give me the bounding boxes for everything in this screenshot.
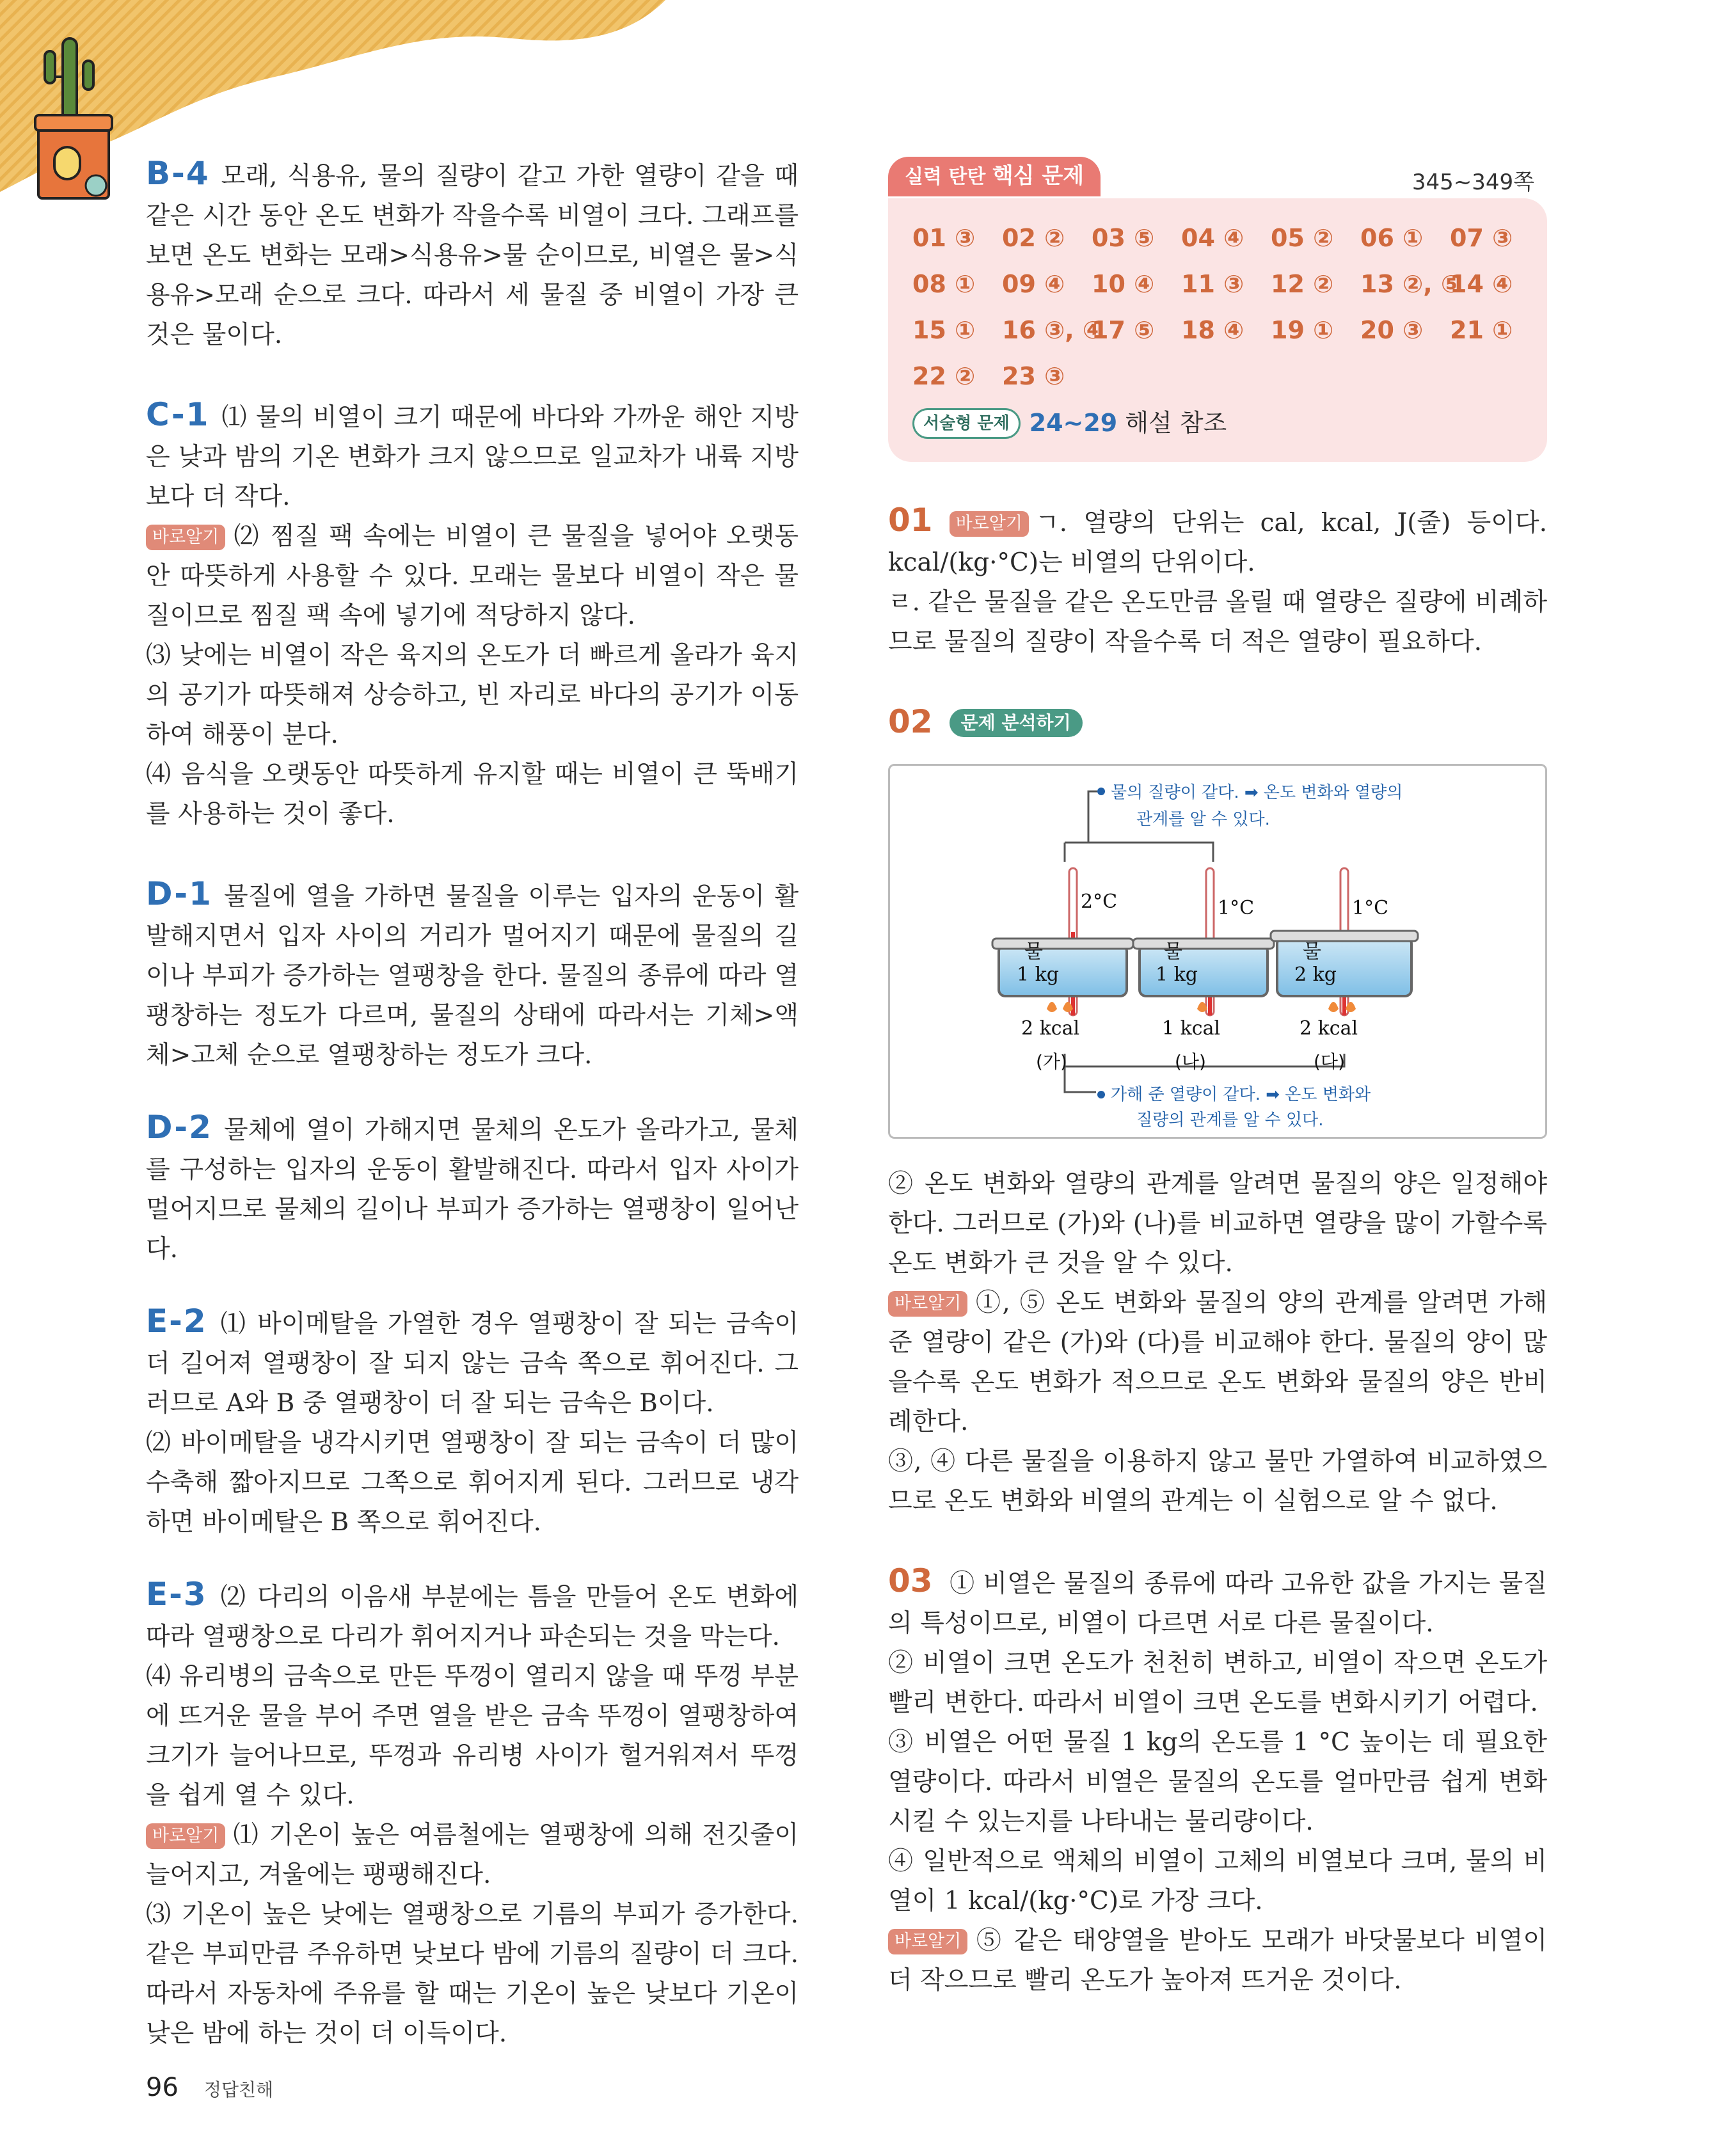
paragraph: ② 온도 변화와 열량의 관계를 알려면 물질의 양은 일정해야 한다. 그러므로 (가)와 (나)를 비교하면 열량을 많이 가할수록 온도 변화가 큰 것을 알 수 있다. <box>888 1169 1547 1278</box>
correction-tag: 바로알기 <box>950 511 1029 537</box>
left-column <box>146 154 799 2054</box>
e3-correction <box>146 1816 799 1895</box>
q03-correction <box>888 1921 1547 2001</box>
pot-label: (나) <box>1175 1051 1206 1072</box>
pot-mass: 2 kg <box>1294 963 1337 986</box>
answer-item: 19 ① <box>1271 316 1334 344</box>
answer-item: 14 ④ <box>1450 270 1513 298</box>
note-bottom-line1: 가해 준 열량이 같다. ➡ 온도 변화와 <box>1111 1085 1371 1104</box>
paragraph: ⑷ 음식을 오랫동안 따뜻하게 유지할 때는 비열이 큰 뚝배기를 사용하는 것이 좋다. <box>146 760 799 828</box>
q02-correction <box>888 1283 1547 1442</box>
answer-item: 11 ③ <box>1181 270 1244 298</box>
correction-tag: 바로알기 <box>888 1929 967 1954</box>
section-d2 <box>146 1107 799 1269</box>
answer-item: 04 ④ <box>1181 224 1244 252</box>
paragraph: ⑵ 바이메탈을 냉각시키면 열팽창이 잘 되는 금속이 더 많이 수축해 짧아지므로 그쪽으로 휘어지게 된다. 그러므로 냉각하면 바이메탈은 B 쪽으로 휘어진다. <box>146 1429 799 1537</box>
answer-item: 10 ④ <box>1092 270 1155 298</box>
note-bottom-line2: 질량의 관계를 알 수 있다. <box>1136 1111 1324 1130</box>
pot-temp: 2°C <box>1081 891 1118 913</box>
question-03 <box>888 1561 1547 1644</box>
answer-pages: 345~349쪽 <box>1411 170 1534 195</box>
page-footer <box>146 2073 273 2102</box>
question-number: 02 <box>888 703 933 740</box>
correction-tag: 바로알기 <box>146 1823 225 1849</box>
answer-item: 12 ② <box>1271 270 1334 298</box>
answer-item: 06 ① <box>1360 224 1424 252</box>
pot-substance: 물 <box>1303 940 1321 963</box>
pot-heat: 2 kcal <box>1021 1017 1080 1040</box>
section-label: D-1 <box>146 875 212 912</box>
answer-item: 02 ② <box>1002 224 1065 252</box>
paragraph: ⑶ 낮에는 비열이 작은 육지의 온도가 더 빠르게 올라가 육지의 공기가 따뜻해져 상승하고, 빈 자리로 바다의 공기가 이동하여 해풍이 분다. <box>146 641 799 749</box>
book-name: 정답친해 <box>203 2079 274 2100</box>
paragraph: ④ 일반적으로 액체의 비열이 고체의 비열보다 크며, 물의 비열이 1 kcal/(kg·°C)로 가장 크다. <box>888 1847 1547 1915</box>
answer-grid <box>912 215 1528 399</box>
pot-na <box>1133 868 1274 1072</box>
section-text: ⑴ 바이메탈을 가열한 경우 열팽창이 잘 되는 금속이 더 길어져 열팽창이 잘 되지 않는 금속 쪽으로 휘어진다. 그러므로 A와 B 중 열팽창이 더 잘 되는 금속은 B이다. <box>146 1310 799 1418</box>
paragraph: ⑶ 기온이 높은 낮에는 열팽창으로 기름의 부피가 증가한다. 같은 부피만큼 주유하면 낮보다 밤에 기름의 질량이 더 크다. 따라서 자동차에 주유를 할 때는 기온이 높은 낮보다 기온이 낮은 밤에 하는 것이 더 이득이다. <box>146 1900 799 2048</box>
answer-item: 18 ④ <box>1181 316 1244 344</box>
pot-label: (가) <box>1036 1051 1067 1072</box>
c1-correction <box>146 517 799 636</box>
right-column <box>888 154 1547 2001</box>
paragraph: ㄹ. 같은 물질을 같은 온도만큼 올릴 때 열량은 질량에 비례하므로 물질의 질량이 작을수록 더 적은 열량이 필요하다. <box>888 588 1547 656</box>
pot-substance: 물 <box>1024 940 1043 963</box>
note-top-line1: 물의 질량이 같다. ➡ 온도 변화와 열량의 <box>1111 783 1403 802</box>
answer-item: 20 ③ <box>1360 316 1424 344</box>
paragraph: ③, ④ 다른 물질을 이용하지 않고 물만 가열하여 비교하였으므로 온도 변화와 비열의 관계는 이 실험으로 알 수 없다. <box>888 1447 1547 1516</box>
answer-title-big: 핵심 문제 <box>992 163 1085 189</box>
answer-item: 08 ① <box>912 270 976 298</box>
paragraph: ㄱ. 열량의 단위는 cal, kcal, J(줄) 등이다. kcal/(kg·°C)는 비열의 단위이다. <box>888 509 1547 577</box>
paragraph: ③ 비열은 어떤 물질 1 kg의 온도를 1 °C 높이는 데 필요한 열량이다. 따라서 비열은 물질의 온도를 얼마만큼 쉽게 변화시킬 수 있는지를 나타내는 물리량이다. <box>888 1728 1547 1836</box>
answer-item: 01 ③ <box>912 224 976 252</box>
essay-range: 24~29 <box>1029 409 1118 437</box>
section-text: 물체에 열이 가해지면 물체의 온도가 올라가고, 물체를 구성하는 입자의 운동이 활발해진다. 따라서 입자 사이가 멀어지므로 물체의 길이나 부피가 증가하는 열팽창이 일어난다. <box>146 1116 799 1264</box>
answer-item: 03 ⑤ <box>1092 224 1155 252</box>
answer-item: 23 ③ <box>1002 362 1065 390</box>
paragraph: ① 비열은 물질의 종류에 따라 고유한 값을 가지는 물질의 특성이므로, 비열이 다르면 서로 다른 물질이다. <box>888 1569 1547 1638</box>
question-02 <box>888 702 1547 745</box>
section-label: B-4 <box>146 155 210 192</box>
correction-tag: 바로알기 <box>146 525 225 550</box>
essay-text: 해설 참조 <box>1125 409 1227 437</box>
correction-tag: 바로알기 <box>888 1291 967 1317</box>
question-01 <box>888 500 1547 583</box>
pot-ga <box>992 868 1133 1072</box>
experiment-figure <box>888 764 1547 1139</box>
section-label: C-1 <box>146 396 210 433</box>
answer-row <box>912 353 1528 399</box>
pot-substance: 물 <box>1164 940 1182 963</box>
section-text: ⑵ 다리의 이음새 부분에는 틈을 만들어 온도 변화에 따라 열팽창으로 다리가 휘어지거나 파손되는 것을 막는다. <box>146 1583 799 1651</box>
pot-mass: 1 kg <box>1156 963 1198 986</box>
answer-item: 21 ① <box>1450 316 1513 344</box>
note-top-line2: 관계를 알 수 있다. <box>1136 810 1270 829</box>
section-e3 <box>146 1574 799 1657</box>
section-c1 <box>146 395 799 517</box>
question-number: 03 <box>888 1562 933 1599</box>
paragraph: ①, ⑤ 온도 변화와 물질의 양의 관계를 알려면 가해 준 열량이 같은 (가)와 (다)를 비교해야 한다. 물질의 양이 많을수록 온도 변화가 적으므로 온도 변화와 물질의 양은 반비례한다. <box>888 1288 1547 1436</box>
page-number: 96 <box>146 2073 179 2102</box>
answer-title-small: 실력 탄탄 <box>905 166 986 188</box>
pot-mass: 1 kg <box>1017 963 1060 986</box>
answer-item: 16 ③, ④ <box>1002 316 1104 344</box>
paragraph: ⑤ 같은 태양열을 받아도 모래가 바닷물보다 비열이 더 작으므로 빨리 온도가 높아져 뜨거운 것이다. <box>888 1926 1547 1995</box>
section-label: E-2 <box>146 1303 207 1340</box>
paragraph: ② 비열이 크면 온도가 천천히 변하고, 비열이 작으면 온도가 빨리 변한다. 따라서 비열이 크면 온도를 변화시키기 어렵다. <box>888 1649 1547 1717</box>
section-label: D-2 <box>146 1109 212 1146</box>
section-text: ⑴ 물의 비열이 크기 때문에 바다와 가까운 해안 지방은 낮과 밤의 기온 변화가 크지 않으므로 일교차가 내륙 지방보다 더 작다. <box>146 403 799 511</box>
answer-item: 15 ① <box>912 316 976 344</box>
section-d1 <box>146 874 799 1075</box>
essay-note <box>912 403 1528 443</box>
answer-row <box>912 307 1528 353</box>
paragraph: ⑵ 찜질 팩 속에는 비열이 큰 물질을 넣어야 오랫동안 따뜻하게 사용할 수 있다. 모래는 물보다 비열이 작은 물질이므로 찜질 팩 속에 넣기에 적당하지 않다. <box>146 522 799 630</box>
pot-heat: 1 kcal <box>1162 1017 1221 1040</box>
section-text: 물질에 열을 가하면 물질을 이루는 입자의 운동이 활발해지면서 입자 사이의 거리가 멀어지기 때문에 물질의 길이나 부피가 증가하는 열팽창을 한다. 물질의 종류에 따라 열팽창하는 정도가 다르며, 물질의 상태에 따라서는 기체>액체>고체 순으로 열팽창하는 정도가 크다. <box>146 882 799 1070</box>
pot-temp: 1°C <box>1218 897 1255 919</box>
answer-item: 13 ②, ⑤ <box>1360 270 1462 298</box>
answer-header <box>888 154 1547 198</box>
section-label: E-3 <box>146 1576 207 1613</box>
answer-box <box>888 198 1547 462</box>
section-e2 <box>146 1301 799 1423</box>
question-number: 01 <box>888 502 933 539</box>
pot-heat: 2 kcal <box>1300 1017 1358 1040</box>
answer-row <box>912 261 1528 307</box>
answer-item: 07 ③ <box>1450 224 1513 252</box>
answer-row <box>912 215 1528 261</box>
section-text: 모래, 식용유, 물의 질량이 같고 가한 열량이 같을 때 같은 시간 동안 온도 변화가 작을수록 비열이 크다. 그래프를 보면 온도 변화는 모래>식용유>물 순이므로, 비열은 물>식용유>모래 순으로 크다. 따라서 세 물질 중 비열이 가장 큰 것은 물이다. <box>146 162 799 349</box>
answer-item: 17 ⑤ <box>1092 316 1155 344</box>
answer-title <box>888 157 1101 196</box>
pot-label: (다) <box>1314 1051 1345 1072</box>
paragraph: ⑷ 유리병의 금속으로 만든 뚜껑이 열리지 않을 때 뚜껑 부분에 뜨거운 물을 부어 주면 열을 받은 금속 뚜껑이 열팽창하여 크기가 늘어나므로, 뚜껑과 유리병 사이가 헐거워져서 뚜껑을 쉽게 열 수 있다. <box>146 1662 799 1810</box>
pot-temp: 1°C <box>1352 897 1389 919</box>
paragraph: ⑴ 기온이 높은 여름철에는 열팽창에 의해 전깃줄이 늘어지고, 겨울에는 팽팽해진다. <box>146 1821 799 1889</box>
pot-da <box>1271 868 1418 1072</box>
answer-item: 22 ② <box>912 362 976 390</box>
section-b4 <box>146 154 799 355</box>
experiment-diagram <box>890 766 1545 1133</box>
answer-item: 09 ④ <box>1002 270 1065 298</box>
answer-item: 05 ② <box>1271 224 1334 252</box>
essay-tag: 서술형 문제 <box>912 408 1021 439</box>
analysis-tag: 문제 분석하기 <box>950 709 1083 737</box>
